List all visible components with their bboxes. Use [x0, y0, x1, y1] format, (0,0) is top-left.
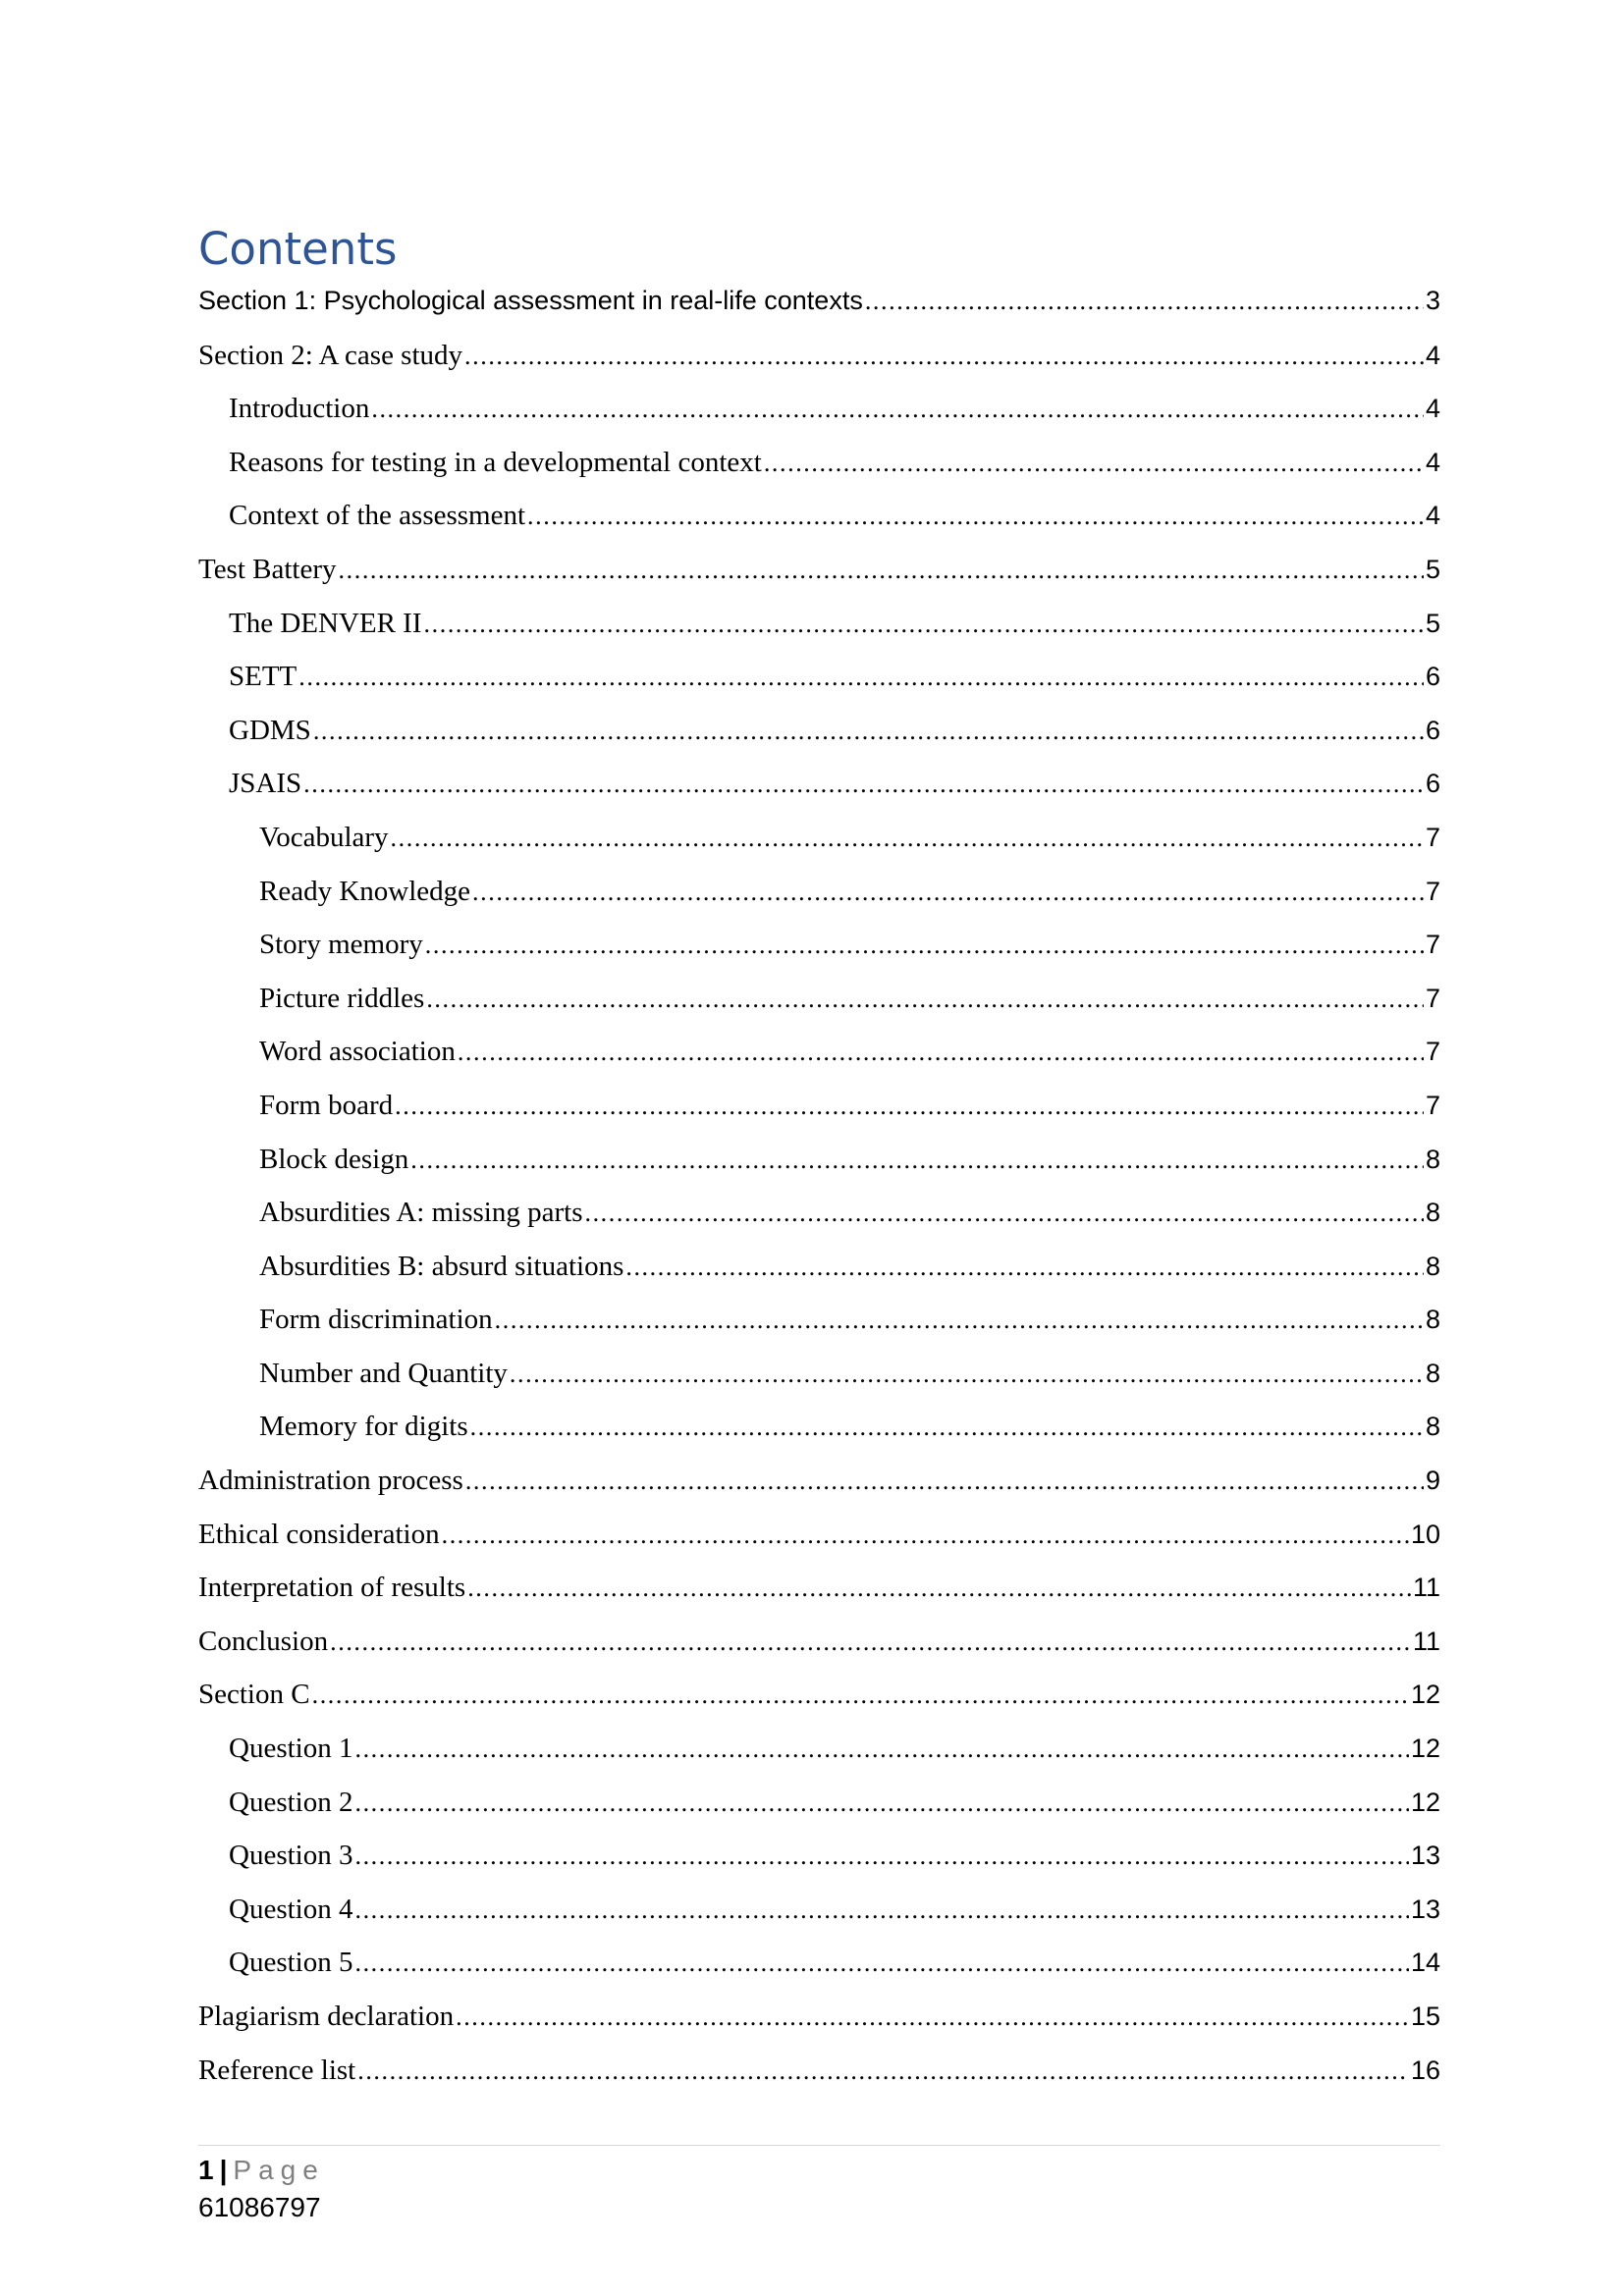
toc-dot-leader — [425, 933, 1424, 958]
toc-entry-page: 12 — [1410, 1787, 1440, 1817]
toc-dot-leader — [465, 1468, 1424, 1494]
toc-entry-title: Story memory — [259, 929, 423, 961]
toc-entry[interactable] — [198, 1250, 1440, 1307]
toc-entry[interactable] — [198, 1735, 1440, 1789]
toc-dot-leader — [354, 1897, 1408, 1923]
footer-divider — [198, 2145, 1440, 2146]
toc-entry-page: 4 — [1425, 340, 1440, 370]
toc-dot-leader — [371, 397, 1424, 422]
toc-entry[interactable] — [198, 2002, 1440, 2056]
toc-entry-title: Absurdities B: absurd situations — [259, 1250, 624, 1282]
toc-dot-leader — [354, 1950, 1408, 1976]
toc-dot-leader — [495, 1308, 1424, 1333]
toc-entry[interactable] — [198, 1413, 1440, 1467]
toc-entry-page: 7 — [1425, 1090, 1440, 1120]
toc-dot-leader — [464, 344, 1424, 369]
toc-entry-page: 5 — [1425, 608, 1440, 638]
page-title: Contents — [198, 223, 398, 275]
page-separator: | — [219, 2155, 228, 2185]
toc-entry-title: Form discrimination — [259, 1304, 493, 1336]
toc-dot-leader — [865, 289, 1424, 314]
toc-entry-page: 6 — [1425, 769, 1440, 799]
toc-entry[interactable] — [198, 875, 1440, 932]
toc-entry[interactable] — [198, 1199, 1440, 1253]
toc-dot-leader — [313, 719, 1424, 744]
toc-entry-title: Question 1 — [229, 1733, 353, 1765]
toc-entry[interactable] — [198, 714, 1440, 771]
toc-entry-page: 8 — [1425, 1358, 1440, 1388]
toc-entry[interactable] — [198, 1786, 1440, 1842]
toc-entry-page: 11 — [1412, 1573, 1440, 1603]
toc-entry[interactable] — [198, 446, 1440, 503]
toc-entry-title: Block design — [259, 1143, 409, 1175]
toc-entry-page: 10 — [1410, 1519, 1440, 1549]
toc-entry[interactable] — [198, 821, 1440, 878]
toc-entry-page: 13 — [1410, 1841, 1440, 1871]
toc-dot-leader — [298, 665, 1424, 690]
toc-entry[interactable] — [198, 553, 1440, 610]
toc-dot-leader — [354, 1843, 1408, 1869]
toc-dot-leader — [442, 1522, 1409, 1548]
toc-entry-title: The DENVER II — [229, 607, 422, 639]
toc-entry-page: 13 — [1410, 1894, 1440, 1924]
toc-entry[interactable] — [198, 607, 1440, 664]
toc-entry[interactable] — [198, 1681, 1440, 1735]
toc-dot-leader — [458, 1040, 1424, 1065]
toc-dot-leader — [330, 1629, 1411, 1655]
toc-entry-page: 12 — [1410, 1680, 1440, 1710]
toc-entry-title: Question 3 — [229, 1840, 353, 1872]
toc-entry[interactable] — [198, 1518, 1440, 1575]
toc-entry[interactable] — [198, 2056, 1440, 2110]
toc-entry-page: 8 — [1425, 1412, 1440, 1442]
toc-entry-title: Form board — [259, 1089, 394, 1121]
toc-dot-leader — [424, 612, 1424, 637]
toc-dot-leader — [312, 1682, 1409, 1708]
toc-entry-title: Question 4 — [229, 1893, 353, 1925]
toc-entry-title: Vocabulary — [259, 821, 389, 853]
toc-entry-title: Introduction — [229, 393, 370, 425]
toc-entry-page: 6 — [1425, 715, 1440, 745]
toc-entry[interactable] — [198, 502, 1440, 556]
toc-entry-page: 4 — [1425, 447, 1440, 477]
toc-entry-page: 5 — [1425, 554, 1440, 584]
toc-dot-leader — [395, 1094, 1424, 1119]
toc-dot-leader — [625, 1255, 1424, 1280]
page-footer — [198, 2152, 325, 2226]
toc-entry[interactable] — [198, 339, 1440, 396]
toc-entry-title: Interpretation of results — [198, 1572, 466, 1604]
toc-entry-title: Context of the assessment — [229, 500, 526, 532]
toc-entry[interactable] — [198, 1089, 1440, 1146]
toc-entry-title: Reasons for testing in a developmental context — [229, 446, 762, 478]
toc-entry[interactable] — [198, 1038, 1440, 1092]
toc-entry[interactable] — [198, 931, 1440, 985]
toc-entry-page: 7 — [1425, 822, 1440, 852]
toc-entry-page: 9 — [1425, 1466, 1440, 1496]
toc-entry[interactable] — [198, 982, 1440, 1039]
toc-entry-title: Picture riddles — [259, 982, 425, 1014]
toc-entry-page: 8 — [1425, 1144, 1440, 1174]
toc-entry-page: 7 — [1425, 876, 1440, 906]
toc-entry-page: 16 — [1410, 2055, 1440, 2085]
toc-dot-leader — [764, 451, 1424, 476]
toc-dot-leader — [467, 1575, 1411, 1601]
toc-entry-page: 4 — [1425, 394, 1440, 424]
toc-entry-title: Ready Knowledge — [259, 875, 471, 907]
toc-dot-leader — [527, 504, 1424, 529]
toc-entry-page: 12 — [1410, 1734, 1440, 1764]
toc-entry-title: Question 2 — [229, 1786, 353, 1818]
toc-entry-page: 8 — [1425, 1305, 1440, 1335]
toc-entry-page: 8 — [1425, 1198, 1440, 1228]
toc-entry-title: Conclusion — [198, 1625, 329, 1657]
toc-entry[interactable] — [198, 1949, 1440, 2002]
table-of-contents — [198, 288, 1440, 2109]
toc-dot-leader — [426, 987, 1424, 1012]
toc-entry-title: JSAIS — [229, 768, 302, 800]
toc-entry[interactable] — [198, 1357, 1440, 1414]
page-label: Page — [233, 2155, 325, 2185]
toc-entry-title: Section C — [198, 1679, 310, 1711]
page-number-line — [198, 2152, 325, 2189]
toc-dot-leader — [339, 558, 1424, 583]
toc-entry-title: Section 2: A case study — [198, 339, 463, 371]
toc-entry-page: 4 — [1425, 501, 1440, 531]
toc-entry-page: 7 — [1425, 1037, 1440, 1067]
toc-dot-leader — [510, 1362, 1424, 1387]
toc-entry-page: 14 — [1410, 1948, 1440, 1978]
toc-dot-leader — [303, 772, 1424, 797]
toc-entry-title: Administration process — [198, 1465, 463, 1497]
toc-entry-title: SETT — [229, 661, 298, 693]
toc-entry[interactable] — [198, 1143, 1440, 1200]
toc-entry-page: 3 — [1425, 286, 1440, 315]
toc-entry[interactable] — [198, 1625, 1440, 1682]
toc-dot-leader — [456, 2004, 1409, 2030]
toc-dot-leader — [391, 826, 1424, 851]
toc-dot-leader — [410, 1148, 1424, 1173]
toc-entry[interactable] — [198, 1842, 1440, 1896]
toc-entry[interactable] — [198, 395, 1440, 449]
toc-entry-title: Ethical consideration — [198, 1518, 440, 1550]
toc-entry-title: Test Battery — [198, 553, 337, 585]
toc-entry[interactable] — [198, 1467, 1440, 1521]
toc-entry[interactable] — [198, 663, 1440, 717]
toc-entry[interactable] — [198, 770, 1440, 824]
toc-entry-title: Reference list — [198, 2054, 356, 2086]
toc-entry-page: 6 — [1425, 662, 1440, 692]
toc-entry-title: GDMS — [229, 714, 311, 746]
toc-dot-leader — [584, 1201, 1423, 1226]
toc-entry-title: Section 1: Psychological assessment in real-life contexts — [198, 286, 863, 315]
toc-entry[interactable] — [198, 1893, 1440, 1949]
toc-entry[interactable] — [198, 1306, 1440, 1360]
toc-entry-page: 11 — [1412, 1626, 1440, 1656]
toc-entry-page: 15 — [1410, 2002, 1440, 2031]
toc-dot-leader — [472, 880, 1424, 905]
toc-entry-page: 7 — [1425, 983, 1440, 1013]
toc-dot-leader — [357, 2058, 1409, 2084]
toc-entry[interactable] — [198, 1574, 1440, 1628]
student-number: 61086797 — [198, 2192, 321, 2222]
toc-entry-title: Absurdities A: missing parts — [259, 1197, 583, 1229]
toc-entry-title: Question 5 — [229, 1947, 353, 1979]
toc-entry-title: Memory for digits — [259, 1411, 468, 1443]
toc-dot-leader — [354, 1790, 1408, 1816]
toc-entry-title: Plagiarism declaration — [198, 2001, 455, 2032]
toc-entry[interactable] — [198, 288, 1440, 342]
toc-entry-title: Number and Quantity — [259, 1357, 508, 1389]
toc-dot-leader — [354, 1736, 1408, 1762]
toc-entry-page: 7 — [1425, 930, 1440, 960]
toc-entry-page: 8 — [1425, 1251, 1440, 1281]
toc-entry-title: Word association — [259, 1036, 456, 1068]
toc-dot-leader — [470, 1415, 1424, 1440]
page-number: 1 — [198, 2155, 214, 2185]
